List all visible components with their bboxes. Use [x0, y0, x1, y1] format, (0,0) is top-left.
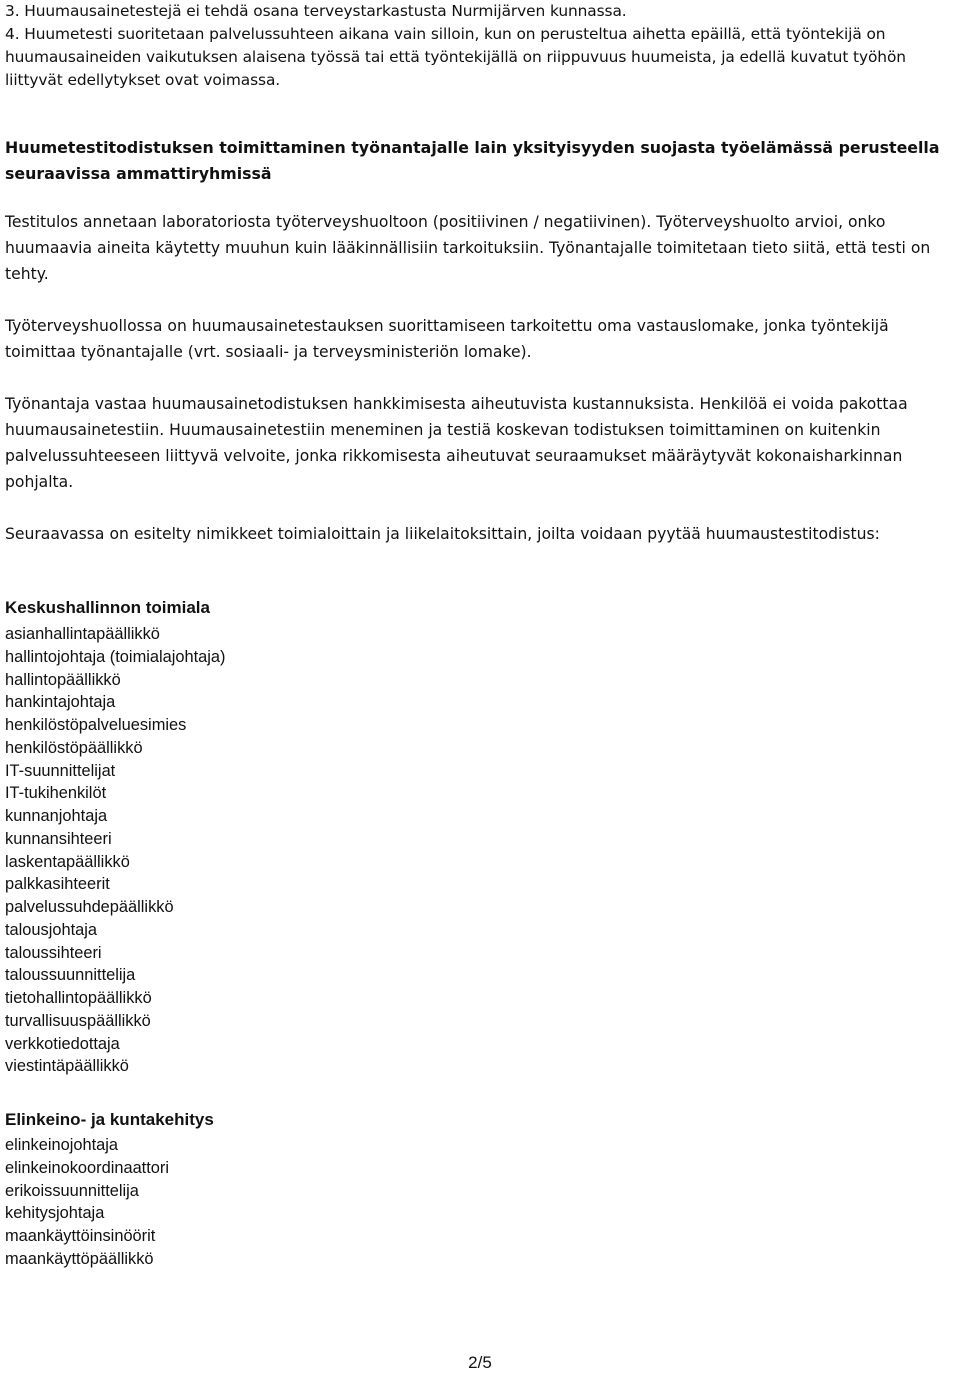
paragraph-titles-intro: Seuraavassa on esitelty nimikkeet toimialoittain ja liikelaitoksittain, joilta voidaan pyytää huumaustestitodistus:: [5, 525, 880, 543]
list-item: asianhallintapäällikkö: [5, 625, 160, 643]
list-item: tietohallintopäällikkö: [5, 989, 152, 1007]
list-item: turvallisuuspäällikkö: [5, 1011, 151, 1030]
list-item: laskentapäällikkö: [5, 852, 130, 871]
numbered-item-4: 4. Huumetesti suoritetaan palvelussuhteen aikana vain silloin, kun on perusteltua aihetta epäillä, että työntekijä on huumausaineiden vaikutuksen alaisena työssä tai että työntekijällä on riippuvuus huumeista, ja edellä kuvatut työhön liittyvät edellytykset ovat voimassa.: [5, 25, 906, 89]
list-item: kunnansihteeri: [5, 829, 112, 848]
section-title-keskushallinto: Keskushallinnon toimiala: [5, 598, 210, 617]
section-title-elinkeino: Elinkeino- ja kuntakehitys: [5, 1110, 214, 1129]
list-item: kehitysjohtaja: [5, 1204, 105, 1223]
list-item: maankäyttöinsinöörit: [5, 1227, 156, 1245]
list-item: hankintajohtaja: [5, 693, 116, 712]
list-item: hallintojohtaja (toimialajohtaja): [5, 647, 226, 666]
list-item: palvelussuhdepäällikkö: [5, 898, 174, 916]
list-item: palkkasihteerit: [5, 875, 110, 894]
list-item: henkilöstöpalveluesimies: [5, 716, 187, 734]
list-item: IT-tukihenkilöt: [5, 784, 107, 803]
list-item: viestintäpäällikkö: [5, 1057, 129, 1076]
paragraph-test-result: Testitulos annetaan laboratoriosta työterveyshuoltoon (positiivinen / negatiivinen). Työterveyshuolto arvioi, onko huumaavia aineita käytetty muuhun kuin lääkinnällisiin tarkoituksiin. Työnantajalle toimitetaan tieto siitä, että testi on tehty.: [5, 213, 931, 283]
job-title-list-keskushallinto: [5, 623, 226, 1078]
list-item: hallintopäällikkö: [5, 670, 121, 689]
list-item: talousjohtaja: [5, 920, 98, 939]
list-item: kunnanjohtaja: [5, 807, 108, 825]
list-item: henkilöstöpäällikkö: [5, 738, 143, 757]
paragraph-costs: Työnantaja vastaa huumausainetodistuksen hankkimisesta aiheutuvista kustannuksista. Henkilöä ei voida pakottaa huumausainetestiin. Huumausainetestiin meneminen ja testiä koskevan todistuksen toimittaminen on kuitenkin palvelussuhteeseen liittyvä velvoite, jonka rikkomisesta aiheutuvat seuraamukset määräytyvät kokonaisharkinnan pohjalta.: [5, 395, 908, 491]
list-item: elinkeinokoordinaattori: [5, 1158, 170, 1177]
list-item: IT-suunnittelijat: [5, 761, 116, 780]
paragraph-response-form: Työterveyshuollossa on huumausainetestauksen suorittamiseen tarkoitettu oma vastauslomake, jonka työntekijä toimittaa työnantajalle (vrt. sosiaali- ja terveysministeriön lomake).: [5, 317, 889, 361]
list-item: elinkeinojohtaja: [5, 1136, 118, 1154]
numbered-list: [5, 0, 953, 92]
list-item: erikoissuunnittelija: [5, 1181, 139, 1200]
page-number: 2/5: [468, 1353, 492, 1372]
section-heading: Huumetestitodistuksen toimittaminen työnantajalle lain yksityisyyden suojasta työelämässä perusteella seuraavissa ammattiryhmissä: [5, 138, 940, 183]
job-title-list-elinkeino: [5, 1134, 169, 1271]
list-item: verkkotiedottaja: [5, 1034, 120, 1053]
list-item: taloussihteeri: [5, 943, 102, 962]
numbered-item-3: 3. Huumausainetestejä ei tehdä osana terveystarkastusta Nurmijärven kunnassa.: [5, 2, 627, 20]
list-item: taloussuunnittelija: [5, 966, 136, 985]
list-item: maankäyttöpäällikkö: [5, 1249, 154, 1268]
